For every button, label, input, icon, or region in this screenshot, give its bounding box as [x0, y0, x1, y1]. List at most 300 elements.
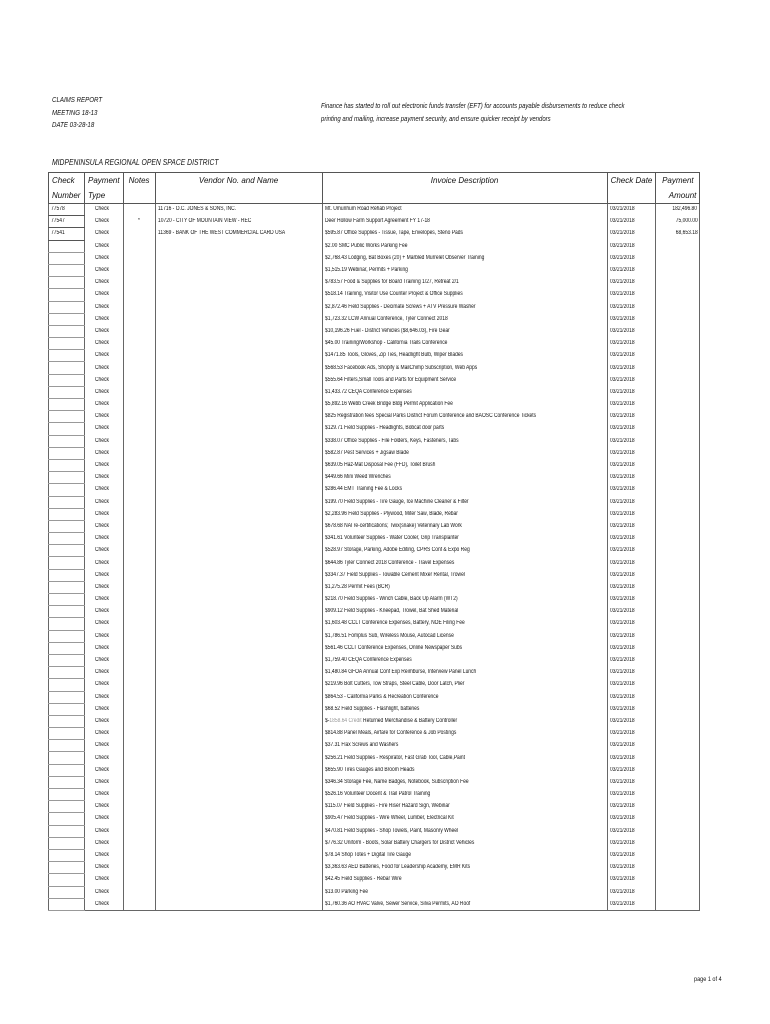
notes-cell — [123, 752, 155, 764]
vendor-cell — [155, 789, 322, 801]
payment-amount — [656, 350, 700, 362]
check-date — [607, 313, 656, 325]
payment-amount — [656, 703, 700, 715]
check-number-text: 77541 — [51, 230, 65, 237]
check-date-text: 03/21/2018 — [609, 754, 635, 761]
payment-type-text: Check — [95, 425, 110, 432]
check-date — [607, 862, 656, 874]
payment-type — [85, 667, 124, 679]
check-number — [49, 386, 85, 398]
payment-type-text: Check — [95, 401, 110, 408]
invoice-description — [322, 691, 607, 703]
payment-type — [85, 752, 124, 764]
check-date — [607, 301, 656, 313]
payment-type — [85, 411, 124, 423]
vendor-cell — [155, 630, 322, 642]
vendor-cell — [155, 728, 322, 740]
check-date-text: 03/21/2018 — [609, 681, 635, 688]
invoice-description — [322, 289, 607, 301]
payment-type-text: Check — [95, 437, 110, 444]
check-date — [607, 533, 656, 545]
vendor-cell — [155, 813, 322, 825]
payment-amount — [656, 411, 700, 423]
vendor-cell — [155, 508, 322, 520]
notes-cell — [123, 837, 155, 849]
check-date — [607, 435, 656, 447]
vendor-cell — [155, 350, 322, 362]
vendor-cell — [155, 313, 322, 325]
check-number — [49, 216, 85, 228]
check-date — [607, 849, 656, 861]
table-row — [49, 520, 700, 532]
check-date-text: 03/21/2018 — [609, 766, 635, 773]
payment-type-text: Check — [95, 364, 110, 371]
check-date — [607, 216, 656, 228]
payment-type — [85, 533, 124, 545]
vendor-cell — [155, 411, 322, 423]
payment-type — [85, 289, 124, 301]
table-row — [49, 801, 700, 813]
payment-type — [85, 642, 124, 654]
check-date-text: 03/21/2018 — [609, 742, 635, 749]
notes-cell — [123, 313, 155, 325]
payment-amount — [656, 204, 700, 216]
check-date-text: 03/21/2018 — [609, 791, 635, 798]
invoice-description-text: $1,760.36 AO HVAC Valve, Sewer Service, Silva Permits, AO Roof — [324, 900, 470, 907]
payment-type — [85, 362, 124, 374]
check-date-text: 03/21/2018 — [609, 693, 635, 700]
payment-amount — [656, 313, 700, 325]
notes-cell — [123, 606, 155, 618]
payment-amount — [656, 545, 700, 557]
vendor-cell — [155, 264, 322, 276]
payment-amount — [656, 386, 700, 398]
check-number — [49, 679, 85, 691]
check-number — [49, 801, 85, 813]
header-payment-amount: Payment — [656, 173, 700, 189]
payment-type-text: Check — [95, 279, 110, 286]
notes-cell — [123, 204, 155, 216]
notes-cell — [123, 642, 155, 654]
invoice-description — [322, 776, 607, 788]
invoice-description-text: $639.05 Haz-Mat Disposal Fee (FFD), Toilet Brush — [324, 462, 435, 469]
check-date — [607, 264, 656, 276]
vendor-cell — [155, 533, 322, 545]
invoice-description — [322, 374, 607, 386]
table-row — [49, 776, 700, 788]
payment-type-text: Check — [95, 803, 110, 810]
vendor-cell-text: 11716 - O.C. JONES & SONS, INC. — [157, 206, 236, 213]
payment-amount — [656, 435, 700, 447]
vendor-cell — [155, 289, 322, 301]
check-date-text: 03/21/2018 — [609, 218, 635, 225]
payment-amount — [656, 618, 700, 630]
check-number — [49, 264, 85, 276]
table-row — [49, 837, 700, 849]
payment-amount-text: 68,653.18 — [675, 230, 698, 237]
notes-cell — [123, 411, 155, 423]
check-number — [49, 667, 85, 679]
payment-amount — [656, 569, 700, 581]
check-date-text: 03/21/2018 — [609, 401, 635, 408]
invoice-description — [322, 654, 607, 666]
payment-amount — [656, 581, 700, 593]
invoice-description — [322, 338, 607, 350]
check-date — [607, 423, 656, 435]
invoice-description — [322, 703, 607, 715]
vendor-cell — [155, 252, 322, 264]
check-date-text: 03/21/2018 — [609, 279, 635, 286]
invoice-description — [322, 240, 607, 252]
invoice-description-text: $776.32 Uniform - Boots, Solar Battery Chargers for District Vehicles — [324, 839, 474, 846]
check-number — [49, 277, 85, 289]
table-row — [49, 484, 700, 496]
payment-type — [85, 849, 124, 861]
header-payment-type-2: Type — [85, 188, 124, 204]
payment-type-text: Check — [95, 657, 110, 664]
check-number — [49, 862, 85, 874]
payment-type — [85, 594, 124, 606]
credit-prefix: $- — [324, 717, 329, 724]
payment-type-text: Check — [95, 705, 110, 712]
payment-amount — [656, 484, 700, 496]
payment-type-text: Check — [95, 888, 110, 895]
payment-type-text: Check — [95, 303, 110, 310]
invoice-description-text: $78.14 Shop Totes + Digital Tire Gauge — [324, 852, 411, 859]
check-number — [49, 411, 85, 423]
notes-cell — [123, 801, 155, 813]
check-date-text: 03/21/2018 — [609, 669, 635, 676]
check-date — [607, 569, 656, 581]
payment-type — [85, 825, 124, 837]
table-row — [49, 252, 700, 264]
check-date-text: 03/21/2018 — [609, 730, 635, 737]
payment-type-text: Check — [95, 596, 110, 603]
check-number — [49, 399, 85, 411]
payment-type-text: Check — [95, 510, 110, 517]
table-row — [49, 654, 700, 666]
check-number — [49, 740, 85, 752]
payment-amount — [656, 715, 700, 727]
payment-type-text: Check — [95, 730, 110, 737]
check-date-text: 03/21/2018 — [609, 535, 635, 542]
notes-cell — [123, 216, 155, 228]
check-date — [607, 411, 656, 423]
payment-type — [85, 874, 124, 886]
check-number — [49, 350, 85, 362]
check-number — [49, 594, 85, 606]
notes-cell — [123, 264, 155, 276]
payment-type-text: Check — [95, 620, 110, 627]
check-date — [607, 886, 656, 898]
table-row — [49, 642, 700, 654]
invoice-description-text: $2,768.43 Lodging, Bat Boxes (20) + Marbled Murrelet Observer Training — [324, 254, 484, 261]
table-row — [49, 752, 700, 764]
invoice-description — [322, 386, 607, 398]
table-row — [49, 849, 700, 861]
notes-cell — [123, 679, 155, 691]
vendor-cell — [155, 423, 322, 435]
header-notes: Notes — [123, 173, 155, 204]
payment-type — [85, 447, 124, 459]
table-row — [49, 399, 700, 411]
payment-amount — [656, 496, 700, 508]
check-number — [49, 313, 85, 325]
check-number — [49, 289, 85, 301]
table-row — [49, 740, 700, 752]
check-date-text: 03/21/2018 — [609, 364, 635, 371]
check-number — [49, 849, 85, 861]
payment-type-text: Check — [95, 559, 110, 566]
claims-table — [48, 172, 700, 911]
check-date — [607, 240, 656, 252]
payment-type-text: Check — [95, 815, 110, 822]
invoice-description — [322, 252, 607, 264]
payment-type-text: Check — [95, 839, 110, 846]
header-check-number: Check — [49, 173, 85, 189]
payment-amount — [656, 813, 700, 825]
check-date — [607, 740, 656, 752]
check-date — [607, 667, 656, 679]
payment-type-text: Check — [95, 535, 110, 542]
payment-amount-text: 75,000.00 — [675, 218, 698, 225]
payment-type-text: Check — [95, 340, 110, 347]
invoice-description — [322, 484, 607, 496]
check-number — [49, 472, 85, 484]
payment-type — [85, 740, 124, 752]
table-row — [49, 435, 700, 447]
payment-type-text: Check — [95, 766, 110, 773]
check-date-text: 03/21/2018 — [609, 376, 635, 383]
check-date — [607, 277, 656, 289]
check-date — [607, 691, 656, 703]
vendor-cell — [155, 325, 322, 337]
payment-amount — [656, 423, 700, 435]
check-date-text: 03/21/2018 — [609, 522, 635, 529]
table-row — [49, 715, 700, 727]
invoice-description — [322, 740, 607, 752]
notes-cell — [123, 508, 155, 520]
payment-type — [85, 520, 124, 532]
invoice-description — [322, 459, 607, 471]
vendor-cell — [155, 581, 322, 593]
credit-amount: 1858.64 Credit — [328, 717, 362, 724]
check-number — [49, 252, 85, 264]
table-row — [49, 240, 700, 252]
payment-type — [85, 252, 124, 264]
table-row — [49, 898, 700, 910]
payment-type-text: Check — [95, 242, 110, 249]
payment-type-text: Check — [95, 230, 110, 237]
invoice-description-text: $68.52 Field Supplies - Flashlight, batteries — [324, 705, 419, 712]
invoice-description-text: $1,515.19 Webinar, Permits + Parking — [324, 267, 408, 274]
payment-amount — [656, 874, 700, 886]
invoice-description — [322, 594, 607, 606]
payment-type — [85, 606, 124, 618]
check-date-text: 03/21/2018 — [609, 705, 635, 712]
payment-amount — [656, 508, 700, 520]
notes-cell — [123, 728, 155, 740]
check-number — [49, 642, 85, 654]
vendor-cell — [155, 447, 322, 459]
payment-type — [85, 679, 124, 691]
invoice-description-text: $45.00 Training/Workshop - California Trails Conference — [324, 340, 448, 347]
payment-amount — [656, 764, 700, 776]
notes-cell — [123, 886, 155, 898]
notes-cell — [123, 423, 155, 435]
check-number — [49, 204, 85, 216]
check-number — [49, 520, 85, 532]
notes-cell — [123, 484, 155, 496]
table-row — [49, 545, 700, 557]
notes-cell — [123, 459, 155, 471]
invoice-description-text: $37.31 Flax Screws and Washers — [324, 742, 398, 749]
vendor-cell — [155, 764, 322, 776]
notes-cell — [123, 374, 155, 386]
table-row — [49, 228, 700, 240]
table-row — [49, 289, 700, 301]
check-number — [49, 533, 85, 545]
invoice-description-text: $568.53 Facebook Ads, Shopify & MailChimp Subscription, Web Apps — [324, 364, 477, 371]
check-date-text: 03/21/2018 — [609, 620, 635, 627]
payment-type-text: Check — [95, 462, 110, 469]
check-number — [49, 618, 85, 630]
vendor-cell — [155, 472, 322, 484]
payment-type-text: Check — [95, 206, 110, 213]
invoice-description-text: $5,892.16 Webb Creek Bridge Bldg Permit Application Fee — [324, 401, 453, 408]
vendor-cell — [155, 435, 322, 447]
payment-type — [85, 399, 124, 411]
payment-type-text: Check — [95, 254, 110, 261]
invoice-description — [322, 618, 607, 630]
payment-amount — [656, 606, 700, 618]
notes-cell — [123, 533, 155, 545]
check-number — [49, 240, 85, 252]
invoice-description — [322, 362, 607, 374]
check-date — [607, 399, 656, 411]
payment-type-text: Check — [95, 547, 110, 554]
check-date-text: 03/21/2018 — [609, 327, 635, 334]
check-date — [607, 386, 656, 398]
invoice-description — [322, 301, 607, 313]
credit-description: Returned Merchandise & Battery Controller — [361, 717, 457, 724]
payment-type-text: Check — [95, 571, 110, 578]
payment-type — [85, 423, 124, 435]
payment-amount — [656, 472, 700, 484]
notes-cell — [123, 898, 155, 910]
invoice-description — [322, 435, 607, 447]
check-date — [607, 228, 656, 240]
payment-type — [85, 618, 124, 630]
check-date-text: 03/21/2018 — [609, 291, 635, 298]
notes-cell — [123, 569, 155, 581]
vendor-cell — [155, 204, 322, 216]
notes-cell — [123, 301, 155, 313]
check-number — [49, 752, 85, 764]
check-date — [607, 362, 656, 374]
check-date — [607, 825, 656, 837]
check-date-text: 03/21/2018 — [609, 462, 635, 469]
invoice-description-text: $655.90 Tires Gauges and Broom Heads — [324, 766, 415, 773]
table-row — [49, 813, 700, 825]
invoice-description-text: $2.00 SMC Public Works Parking Fee — [324, 242, 408, 249]
table-row — [49, 606, 700, 618]
payment-type-text: Check — [95, 315, 110, 322]
payment-type-text: Check — [95, 267, 110, 274]
payment-type-text: Check — [95, 864, 110, 871]
payment-type — [85, 484, 124, 496]
check-date — [607, 837, 656, 849]
payment-type — [85, 264, 124, 276]
notes-cell — [123, 630, 155, 642]
invoice-description — [322, 837, 607, 849]
table-row — [49, 338, 700, 350]
table-row — [49, 325, 700, 337]
check-number — [49, 691, 85, 703]
payment-type — [85, 325, 124, 337]
check-date-text: 03/21/2018 — [609, 596, 635, 603]
payment-type-text: Check — [95, 388, 110, 395]
invoice-description — [322, 728, 607, 740]
check-date — [607, 679, 656, 691]
payment-type-text: Check — [95, 900, 110, 907]
invoice-description-text: $129.71 Field Supplies - Headlights, Bobcat door parts — [324, 425, 444, 432]
check-date — [607, 801, 656, 813]
check-date — [607, 606, 656, 618]
payment-type — [85, 508, 124, 520]
check-date-text: 03/21/2018 — [609, 303, 635, 310]
invoice-description — [322, 325, 607, 337]
invoice-description — [322, 557, 607, 569]
invoice-description — [322, 862, 607, 874]
check-number — [49, 435, 85, 447]
payment-type — [85, 374, 124, 386]
notes-cell — [123, 789, 155, 801]
check-date-text: 03/21/2018 — [609, 267, 635, 274]
table-row — [49, 411, 700, 423]
table-row — [49, 386, 700, 398]
check-number — [49, 789, 85, 801]
notes-cell — [123, 862, 155, 874]
vendor-cell — [155, 216, 322, 228]
notes-cell — [123, 813, 155, 825]
check-date-text: 03/21/2018 — [609, 242, 635, 249]
payment-type-text: Check — [95, 583, 110, 590]
payment-type-text: Check — [95, 376, 110, 383]
check-date — [607, 508, 656, 520]
invoice-description — [322, 520, 607, 532]
table-row — [49, 533, 700, 545]
payment-type — [85, 557, 124, 569]
invoice-description — [322, 715, 607, 727]
payment-amount — [656, 789, 700, 801]
report-date: DATE 03-28-18 — [52, 120, 95, 129]
payment-amount — [656, 825, 700, 837]
check-number — [49, 447, 85, 459]
vendor-cell — [155, 849, 322, 861]
report-header — [52, 94, 102, 132]
table-row — [49, 423, 700, 435]
invoice-description-text: $10,196.26 Fuel - District Vehicles ($8,646.03), Fire Gear — [324, 327, 450, 334]
check-date-text: 03/21/2018 — [609, 827, 635, 834]
check-date-text: 03/21/2018 — [609, 717, 635, 724]
check-date-text: 03/21/2018 — [609, 498, 635, 505]
header-check-date: Check Date — [607, 173, 656, 204]
vendor-cell — [155, 654, 322, 666]
table-row — [49, 447, 700, 459]
vendor-cell — [155, 277, 322, 289]
payment-amount — [656, 301, 700, 313]
